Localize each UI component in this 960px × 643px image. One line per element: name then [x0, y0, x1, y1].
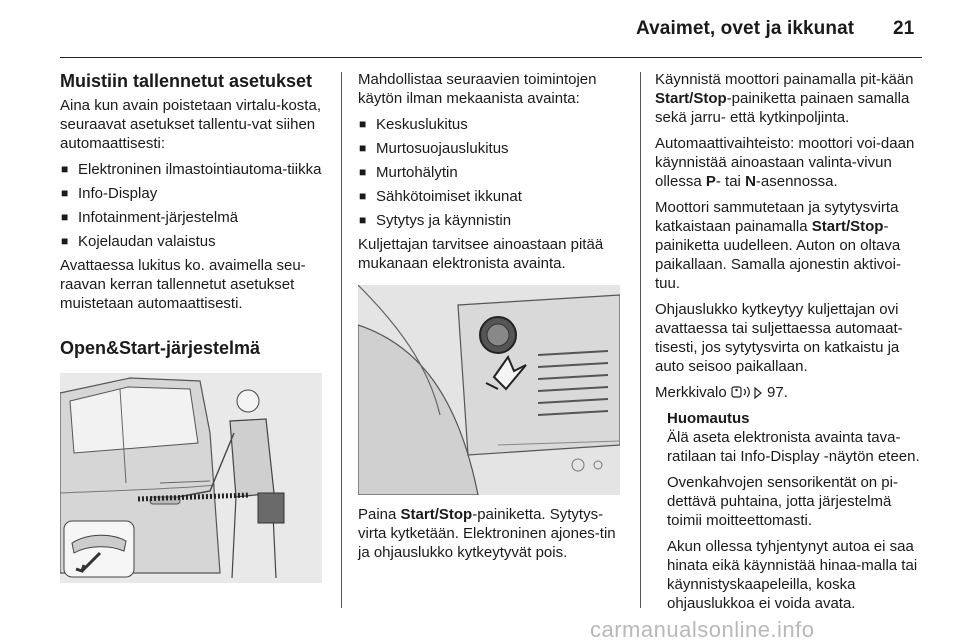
start-stop-button-illustration	[358, 285, 620, 495]
note-paragraph: Älä aseta elektronista avainta tava-ratilaan tai Info-Display -näytön eteen.	[667, 429, 920, 465]
keyless-functions-list	[358, 115, 626, 230]
note-title: Huomautus	[667, 410, 750, 427]
paragraph-stop-engine: Moottori sammutetaan ja sytytysvirta katkaistaan painamalla Start/Stop-painiketta uudelleen. Auton on oltava paikallaan. Samalla ajonestin aktivoi-tuu.	[655, 199, 901, 292]
paragraph-memory-outro: Avattaessa lukitus ko. avaimella seu-raavan kerran tallennetut asetukset muistetaan automaattisesti.	[60, 257, 306, 312]
start-stop-label: Start/Stop	[400, 506, 473, 523]
paragraph-start-engine: Käynnistä moottori painamalla pit-kään Start/Stop-painiketta painaen samalla sekä jarru- että kytkinpoljinta.	[655, 71, 914, 126]
paragraph-warning-light-ref: Merkkivalo 97.	[655, 384, 788, 401]
page-reference-arrow-icon	[753, 387, 763, 399]
section-heading-open-start: Open&Start-järjestelmä	[60, 338, 261, 358]
list-item: ■ Sähkötoimiset ikkunat	[359, 188, 522, 205]
page-number: 21	[893, 18, 915, 39]
gear-n-label: N	[745, 173, 756, 190]
column-divider-2	[640, 72, 641, 608]
section-heading-memory-settings: Muistiin tallennetut asetukset	[60, 71, 313, 91]
bullet-icon: ■	[61, 234, 69, 248]
paragraph-automatic-transmission: Automaattivaihteisto: moottori voi-daan käynnistää ainoastaan valinta-vivun ollessa P- tai N-asennossa.	[655, 135, 915, 190]
bullet-icon: ■	[61, 162, 69, 176]
start-stop-label: Start/Stop	[655, 90, 727, 107]
bullet-icon: ■	[359, 165, 367, 179]
gear-p-label: P	[705, 173, 716, 190]
list-item: ■ Keskuslukitus	[359, 116, 468, 133]
list-item: ■ Sytytys ja käynnistin	[359, 212, 512, 229]
list-item: ■ Elektroninen ilmastointiautoma-tiikka	[61, 161, 322, 178]
note-box	[655, 409, 923, 613]
bullet-icon: ■	[61, 210, 69, 224]
note-paragraph: Akun ollessa tyhjentynyt autoa ei saa hinata eikä käynnistää hinaa-malla tai käynnistyskaapeleilla, koska ohjauslukkoa ei voida avata.	[667, 538, 918, 612]
column-1	[60, 70, 330, 583]
paragraph-keyless-intro: Mahdollistaa seuraavien toimintojen käytön ilman mekaanista avainta:	[358, 71, 597, 107]
bullet-icon: ■	[359, 117, 367, 131]
list-item: ■ Murtohälytin	[359, 164, 458, 181]
list-item: ■ Murtosuojauslukitus	[359, 140, 509, 157]
list-item: ■ Info-Display	[61, 185, 158, 202]
bullet-icon: ■	[359, 189, 367, 203]
bullet-icon: ■	[359, 213, 367, 227]
paragraph-start-stop-caption: Paina Start/Stop-painiketta. Sytytys-virta kytketään. Elektroninen ajones-tin ja ohjauslukko kytkeytyvät pois.	[358, 506, 616, 561]
paragraph-keyless-carry: Kuljettajan tarvitsee ainoastaan pitää mukanaan elektronista avainta.	[358, 236, 604, 272]
paragraph-steering-lock: Ohjauslukko kytkeytyy kuljettajan ovi avattaessa tai suljettaessa automaat-tisesti, jos sytytysvirta on katkaistu ja auto seisoo paikallaan.	[655, 301, 903, 375]
column-3	[655, 70, 923, 620]
watermark-text: carmanualsonline.info	[590, 617, 815, 642]
list-item: ■ Infotainment-järjestelmä	[61, 209, 239, 226]
column-2	[358, 70, 626, 569]
paragraph-memory-intro: Aina kun avain poistetaan virtalu-kosta, seuraavat asetukset tallentu-vat siihen automaattisesti:	[60, 97, 321, 152]
bullet-icon: ■	[61, 186, 69, 200]
memory-settings-list	[60, 160, 330, 251]
key-signal-icon	[731, 385, 753, 399]
door-handle-illustration	[60, 373, 322, 583]
note-paragraph: Ovenkahvojen sensorikentät on pi-dettävä puhtaina, jotta järjestelmä toimii moitteettomasti.	[667, 474, 898, 529]
column-divider-1	[341, 72, 342, 608]
header-rule	[60, 57, 922, 58]
list-item: ■ Kojelaudan valaistus	[61, 233, 216, 250]
page-header-title: Avaimet, ovet ja ikkunat	[636, 18, 855, 39]
bullet-icon: ■	[359, 141, 367, 155]
start-stop-label: Start/Stop	[811, 218, 884, 235]
